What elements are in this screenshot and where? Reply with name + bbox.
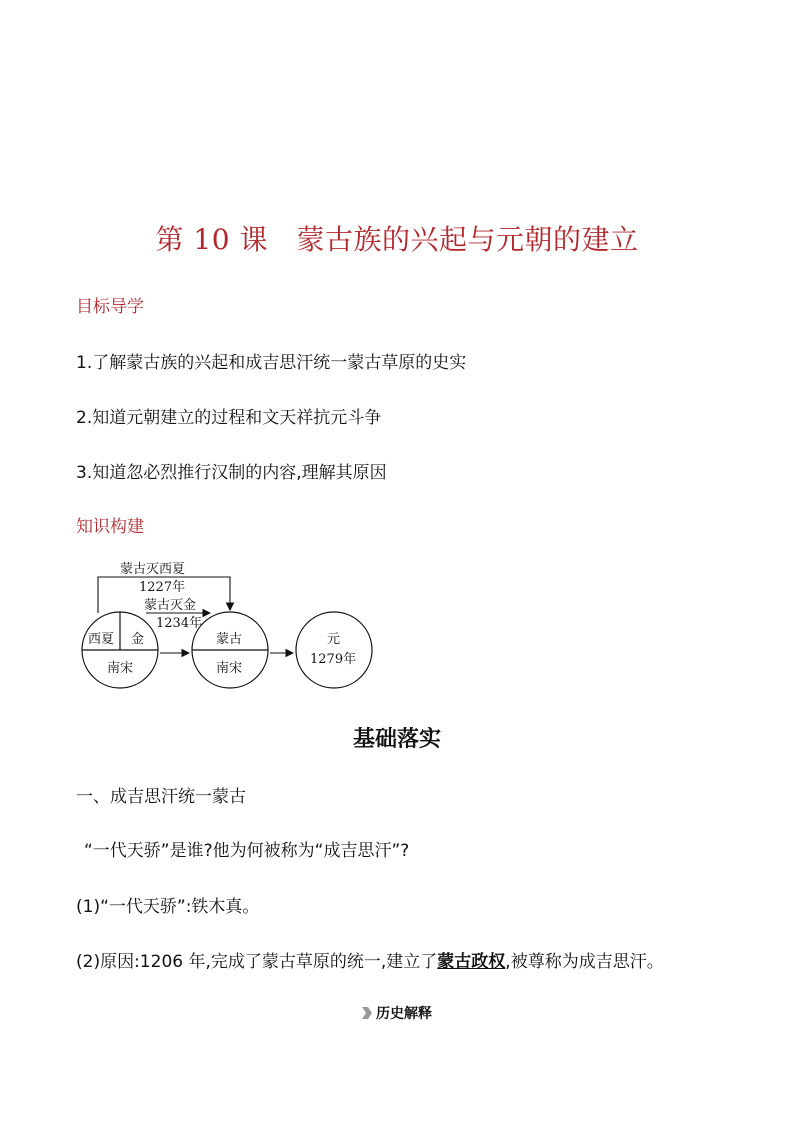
circle-yuan bbox=[296, 612, 372, 688]
lesson-title: 第 10 课 蒙古族的兴起与元朝的建立 bbox=[155, 223, 639, 256]
label-1279: 1279年 bbox=[310, 652, 357, 667]
knowledge-diagram bbox=[76, 555, 386, 695]
goal-item-3: 3.知道忽必烈推行汉制的内容,理解其原因 bbox=[76, 463, 387, 483]
label-mongol: 蒙古 bbox=[216, 632, 243, 647]
label-jin: 金 bbox=[131, 632, 145, 647]
answer-2-suffix: ,被尊称为成吉思汗。 bbox=[505, 952, 664, 972]
label-nansong-1: 南宋 bbox=[107, 661, 134, 676]
label-destroy-xixia: 蒙古灭西夏 bbox=[120, 562, 186, 577]
label-nansong-2: 南宋 bbox=[216, 661, 243, 676]
knowledge-heading: 知识构建 bbox=[76, 517, 144, 537]
answer-2-prefix: (2)原因:1206 年,完成了蒙古草原的统一,建立了 bbox=[76, 952, 438, 972]
foundation-heading: 基础落实 bbox=[352, 727, 441, 752]
label-xixia: 西夏 bbox=[88, 632, 115, 647]
goals-heading: 目标导学 bbox=[76, 297, 144, 317]
history-explanation-label bbox=[0, 1003, 794, 1023]
history-label-text: 历史解释 bbox=[376, 1006, 432, 1022]
answer-2 bbox=[76, 947, 664, 972]
section1-title: 一、成吉思汗统一蒙古 bbox=[76, 787, 246, 807]
question-text: “一代天骄”是谁?他为何被称为“成吉思汗”? bbox=[84, 841, 410, 861]
answer-1: (1)“一代天骄”:铁木真。 bbox=[76, 897, 260, 917]
label-destroy-jin: 蒙古灭金 bbox=[144, 598, 197, 613]
goal-item-2: 2.知道元朝建立的过程和文天祥抗元斗争 bbox=[76, 408, 382, 428]
label-1227: 1227年 bbox=[139, 580, 186, 595]
arrow-badge-icon bbox=[362, 1007, 372, 1019]
label-yuan: 元 bbox=[327, 632, 341, 647]
label-1234: 1234年 bbox=[156, 616, 203, 631]
answer-2-key: 蒙古政权 bbox=[437, 952, 506, 972]
goal-item-1: 1.了解蒙古族的兴起和成吉思汗统一蒙古草原的史实 bbox=[76, 353, 467, 373]
